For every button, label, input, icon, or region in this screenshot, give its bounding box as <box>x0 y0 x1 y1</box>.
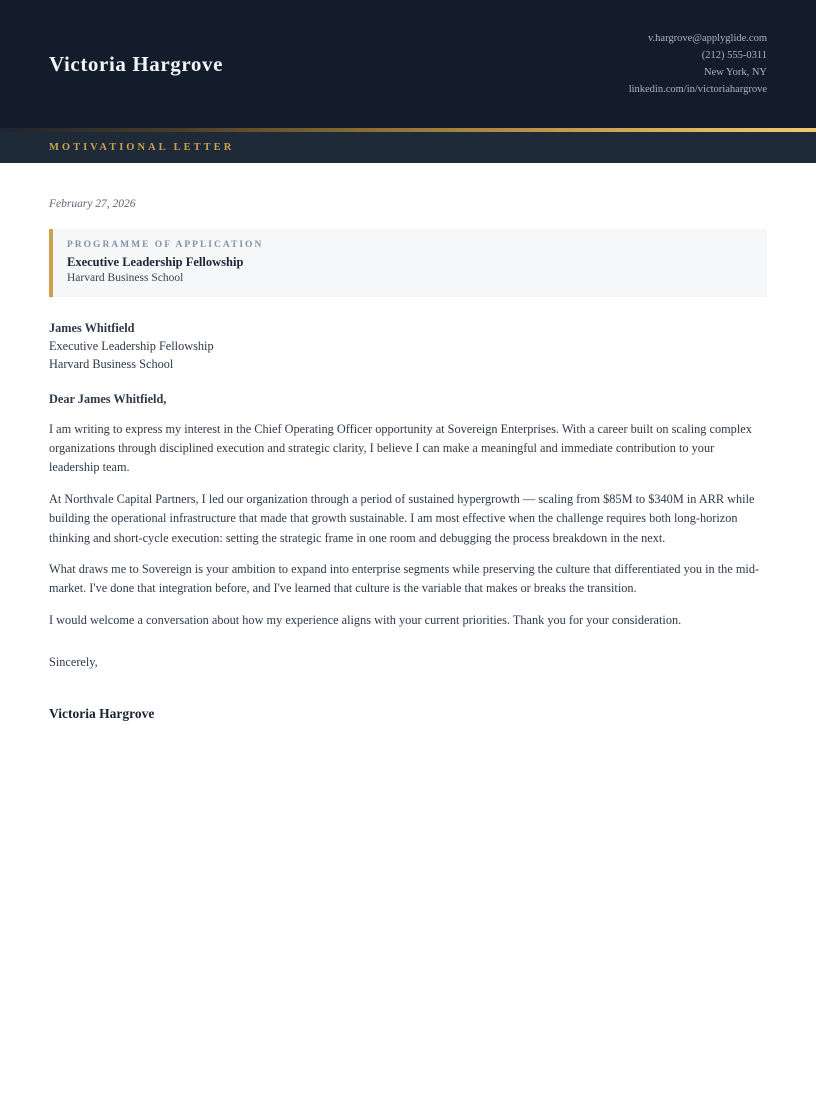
contact-linkedin: linkedin.com/in/victoriahargrove <box>628 84 767 95</box>
contact-phone: (212) 555-0311 <box>701 50 767 61</box>
letter-paragraph: I am writing to express my interest in the Chief Operating Officer opportunity at Sovereign Enterprises. With a career built on scaling complex organizations through disciplined execution and strategic clarity, I believe I can make a meaningful and immediate contribution to your leadership team. <box>49 421 752 475</box>
contact-location: New York, NY <box>703 67 767 78</box>
letter-paragraph: I would welcome a conversation about how my experience aligns with your current priorities. Thank you for your consideration. <box>49 612 682 627</box>
letter-paragraph: What draws me to Sovereign is your ambition to expand into enterprise segments while preserving the culture that differentiated you in the mid-market. I've done that integration before, and I've learned that culture is the variable that makes or breaks the transition. <box>49 562 760 596</box>
programme-eyebrow: PROGRAMME OF APPLICATION <box>67 240 264 250</box>
recipient-organization: Harvard Business School <box>49 357 174 372</box>
recipient-name: James Whitfield <box>49 321 135 335</box>
programme-callout <box>49 229 767 297</box>
programme-position: Executive Leadership Fellowship <box>67 255 244 269</box>
letter-paragraph: At Northvale Capital Partners, I led our organization through a period of sustained hypergrowth — scaling from $85M to $340M in ARR while building the operational infrastructure that made that growth sustainable. I am most effective when the challenge requires both long-horizon thinking and short-cycle execution: setting the strategic frame in one room and debugging the process breakdown in the next. <box>49 491 755 545</box>
contact-email: v.hargrove@applyglide.com <box>647 33 767 44</box>
closing: Sincerely, <box>49 655 98 670</box>
document-type-band <box>0 132 816 163</box>
applicant-name: Victoria Hargrove <box>49 51 224 76</box>
contact-block <box>629 30 767 98</box>
programme-organization: Harvard Business School <box>67 272 184 284</box>
letter-header <box>0 0 816 128</box>
salutation: Dear James Whitfield, <box>49 391 167 406</box>
letter-body <box>49 420 767 631</box>
recipient-role: Executive Leadership Fellowship <box>49 339 214 354</box>
recipient-block <box>49 319 767 374</box>
document-type-label: MOTIVATIONAL LETTER <box>49 142 235 153</box>
letter-content <box>0 198 816 722</box>
letter-date: February 27, 2026 <box>49 198 136 210</box>
signature-name: Victoria Hargrove <box>49 706 155 722</box>
